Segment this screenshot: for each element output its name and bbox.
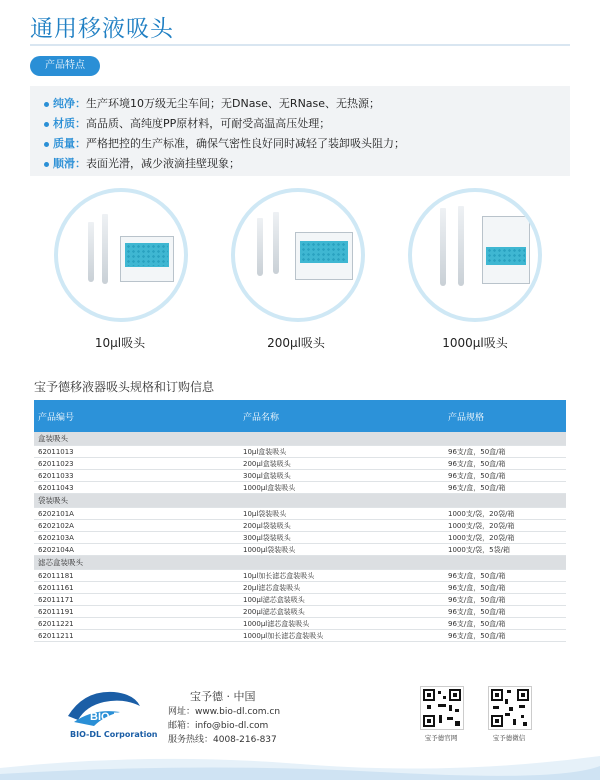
product-image-10ul <box>54 188 188 322</box>
pipette-tip-icon <box>273 212 279 274</box>
pipette-tip-icon <box>257 218 263 276</box>
bullet-icon <box>44 122 49 127</box>
feature-key: 材质： <box>53 117 86 130</box>
table-row: 62011023 200μl盒装吸头 96支/盒，50盒/箱 <box>34 458 566 470</box>
table-header-row <box>34 400 566 432</box>
group-row: 滤芯盒装吸头 <box>34 556 566 570</box>
feature-text: 严格把控的生产标准，确保气密性良好同时减轻了装卸吸头阻力； <box>86 137 405 150</box>
table-row: 62011161 20μl滤芯盒装吸头 96支/盒，50盒/箱 <box>34 582 566 594</box>
feature-text: 表面光滑，减少液滴挂壁现象； <box>86 157 240 170</box>
table-row: 62011221 1000μl滤芯盒装吸头 96支/盒，50盒/箱 <box>34 618 566 630</box>
qr-caption: 宝予德微信 <box>492 734 526 742</box>
feature-key: 纯净： <box>53 97 86 110</box>
feature-text: 生产环境10万级无尘车间；无DNase、无RNase、无热源； <box>86 97 381 110</box>
title-divider <box>30 44 570 46</box>
qr-code-icon <box>488 686 532 730</box>
bullet-icon <box>44 162 49 167</box>
table-row: 62011013 10μl盒装吸头 96支/盒，50盒/箱 <box>34 446 566 458</box>
features-box <box>30 86 570 176</box>
group-row: 盒装吸头 <box>34 432 566 446</box>
qr-caption: 宝予德官网 <box>424 734 458 742</box>
table-row: 62011171 100μl滤芯盒装吸头 96支/盒，50盒/箱 <box>34 594 566 606</box>
email-link[interactable]: 邮箱：info@bio-dl.com <box>168 721 269 731</box>
column-header: 产品规格 <box>444 400 566 432</box>
bullet-icon <box>44 142 49 147</box>
table-row: 62011033 300μl盒装吸头 96支/盒，50盒/箱 <box>34 470 566 482</box>
feature-item <box>44 115 330 131</box>
corporation-name: BIO-DL Corporation <box>70 730 158 739</box>
column-header: 产品名称 <box>239 400 444 432</box>
feature-key: 顺滑： <box>53 157 86 170</box>
table-row: 6202102A 200μl袋装吸头 1000支/袋，20袋/箱 <box>34 520 566 532</box>
ordering-title: 宝予德移液器吸头规格和订购信息 <box>34 380 215 394</box>
table-row: 6202103A 300μl袋装吸头 1000支/袋，20袋/箱 <box>34 532 566 544</box>
product-image-1000ul <box>408 188 542 322</box>
product-image-200ul <box>231 188 365 322</box>
table-row: 6202101A 10μl袋装吸头 1000支/袋，20袋/箱 <box>34 508 566 520</box>
page-title: 通用移液吸头 <box>30 16 174 42</box>
product-caption: 10μl吸头 <box>94 336 146 350</box>
group-row: 袋装吸头 <box>34 494 566 508</box>
website-link[interactable]: 网址：www.bio-dl.com.cn <box>168 707 281 717</box>
pipette-tip-icon <box>102 214 108 284</box>
logo-text: BIO-DL <box>90 711 128 723</box>
product-caption: 200μl吸头 <box>267 336 325 350</box>
org-name: 宝予德 · 中国 <box>190 690 256 703</box>
ordering-table <box>34 400 566 642</box>
qr-code-icon <box>420 686 464 730</box>
feature-item <box>44 135 405 151</box>
bio-dl-logo <box>64 686 144 730</box>
table-row: 62011191 200μl滤芯盒装吸头 96支/盒，50盒/箱 <box>34 606 566 618</box>
feature-key: 质量： <box>53 137 86 150</box>
pipette-tip-icon <box>458 206 464 286</box>
table-row: 62011181 10μl加长滤芯盒装吸头 96支/盒，50盒/箱 <box>34 570 566 582</box>
feature-text: 高品质、高纯度PP原材料，可耐受高温高压处理； <box>86 117 331 130</box>
pipette-tip-icon <box>88 222 94 282</box>
tip-box-icon <box>120 236 174 282</box>
pipette-tip-icon <box>440 208 446 286</box>
tip-box-icon <box>482 216 530 284</box>
bullet-icon <box>44 102 49 107</box>
table-row: 62011211 1000μl加长滤芯盒装吸头 96支/盒，50盒/箱 <box>34 630 566 642</box>
product-caption: 1000μl吸头 <box>442 336 508 350</box>
feature-item <box>44 155 240 171</box>
feature-item <box>44 95 380 111</box>
features-badge: 产品特点 <box>30 56 100 76</box>
table-row: 6202104A 1000μl袋装吸头 1000支/袋，5袋/箱 <box>34 544 566 556</box>
hotline-text: 服务热线：4008-216-837 <box>168 735 277 745</box>
tip-box-icon <box>295 232 353 280</box>
table-row: 62011043 1000μl盒装吸头 96支/盒，50盒/箱 <box>34 482 566 494</box>
column-header: 产品编号 <box>34 400 239 432</box>
footer-wave <box>0 748 600 780</box>
